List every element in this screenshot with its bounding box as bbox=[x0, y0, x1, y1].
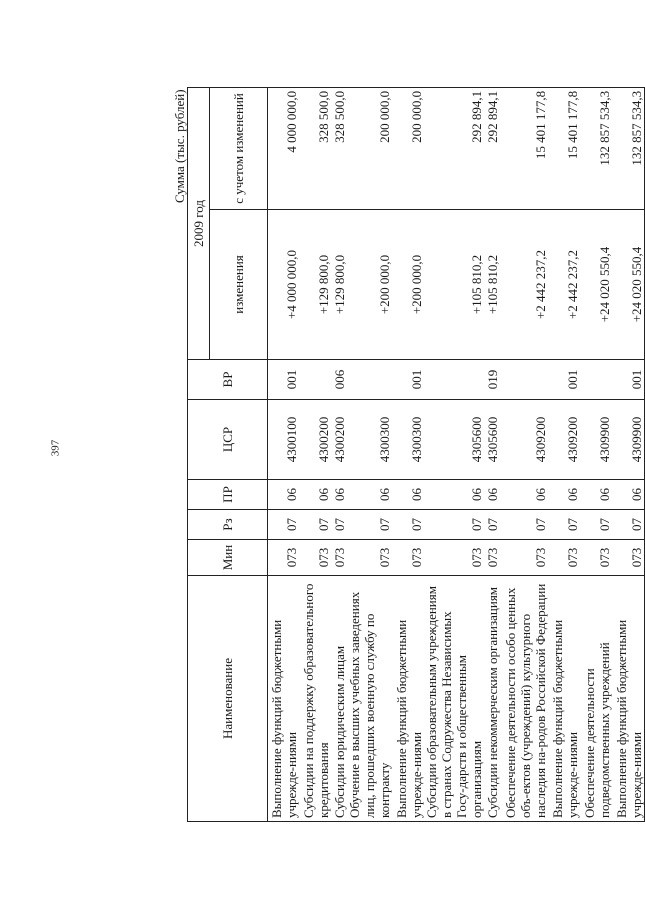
cell-rz: 07 bbox=[484, 510, 500, 540]
cell-csr: 4300300 bbox=[392, 400, 424, 480]
cell-vr: 001 bbox=[392, 360, 424, 400]
cell-pr: 06 bbox=[580, 480, 612, 510]
cell-name: Субсидии юридическим лицам bbox=[331, 576, 347, 822]
table-row bbox=[267, 87, 299, 821]
cell-min: 073 bbox=[484, 540, 500, 576]
cell-name: Субсидии некоммерческим организациям bbox=[484, 576, 500, 822]
cell-pr: 06 bbox=[331, 480, 347, 510]
cell-pr: 06 bbox=[424, 480, 484, 510]
cell-min: 073 bbox=[548, 540, 580, 576]
cell-name: Выполнение функций бюджетными учрежде-ниями bbox=[548, 576, 580, 822]
cell-name: Выполнение функций бюджетными учрежде-ниями bbox=[267, 576, 299, 822]
table-row bbox=[580, 87, 612, 821]
table-row bbox=[612, 87, 644, 821]
cell-name: Выполнение функций бюджетными учрежде-ниями bbox=[612, 576, 644, 822]
cell-rz: 07 bbox=[331, 510, 347, 540]
cell-csr: 4300100 bbox=[267, 400, 299, 480]
cell-changes: +105 810,2 bbox=[424, 210, 484, 360]
cell-name: Субсидии на поддержку образовательного кредитования bbox=[299, 576, 331, 822]
cell-total: 200 000,0 bbox=[392, 87, 424, 209]
cell-name: Обучение в высших учебных заведениях лиц, прошедших военную службу по контракту bbox=[347, 576, 392, 822]
cell-total: 132 857 534,3 bbox=[612, 87, 644, 209]
cell-changes: +129 800,0 bbox=[299, 210, 331, 360]
cell-pr: 06 bbox=[612, 480, 644, 510]
page-number: 397 bbox=[49, 439, 62, 457]
table-row bbox=[548, 87, 580, 821]
cell-vr: 019 bbox=[484, 360, 500, 400]
cell-csr: 4300300 bbox=[347, 400, 392, 480]
cell-vr bbox=[299, 360, 331, 400]
cell-rz: 07 bbox=[424, 510, 484, 540]
cell-total: 200 000,0 bbox=[347, 87, 392, 209]
cell-changes: +105 810,2 bbox=[484, 210, 500, 360]
cell-vr: 001 bbox=[548, 360, 580, 400]
header-with-changes: с учетом изменений bbox=[209, 87, 267, 209]
cell-pr: 06 bbox=[484, 480, 500, 510]
header-vr: ВР bbox=[187, 360, 267, 400]
cell-pr: 06 bbox=[299, 480, 331, 510]
cell-total: 4 000 000,0 bbox=[267, 87, 299, 209]
table-row bbox=[484, 87, 500, 821]
cell-rz: 07 bbox=[500, 510, 548, 540]
cell-rz: 07 bbox=[580, 510, 612, 540]
cell-min: 073 bbox=[424, 540, 484, 576]
cell-pr: 06 bbox=[548, 480, 580, 510]
cell-vr bbox=[580, 360, 612, 400]
cell-csr: 4309200 bbox=[500, 400, 548, 480]
header-changes: изменения bbox=[209, 210, 267, 360]
cell-pr: 06 bbox=[347, 480, 392, 510]
cell-vr: 001 bbox=[267, 360, 299, 400]
cell-pr: 06 bbox=[392, 480, 424, 510]
cell-total: 328 500,0 bbox=[331, 87, 347, 209]
table-row bbox=[424, 87, 484, 821]
cell-min: 073 bbox=[580, 540, 612, 576]
cell-vr bbox=[424, 360, 484, 400]
cell-total: 15 401 177,8 bbox=[548, 87, 580, 209]
cell-name: Обеспечение деятельности подведомственных учреждений bbox=[580, 576, 612, 822]
cell-total: 328 500,0 bbox=[299, 87, 331, 209]
header-pr: ПР bbox=[187, 480, 267, 510]
header-name: Наименование bbox=[187, 576, 267, 822]
units-caption: Сумма (тыс. рублей) bbox=[171, 89, 187, 203]
table-row bbox=[299, 87, 331, 821]
cell-rz: 07 bbox=[299, 510, 331, 540]
cell-csr: 4309900 bbox=[580, 400, 612, 480]
table-row bbox=[500, 87, 548, 821]
table-row bbox=[331, 87, 347, 821]
cell-changes: +24 020 550,4 bbox=[612, 210, 644, 360]
cell-changes: +2 442 237,2 bbox=[500, 210, 548, 360]
header-csr: ЦСР bbox=[187, 400, 267, 480]
cell-changes: +200 000,0 bbox=[392, 210, 424, 360]
cell-pr: 06 bbox=[500, 480, 548, 510]
cell-vr bbox=[500, 360, 548, 400]
cell-min: 073 bbox=[331, 540, 347, 576]
cell-name: Субсидии образовательным учреждениям в странах Содружества Независимых Госу-дарств и общественным организациям bbox=[424, 576, 484, 822]
cell-min: 073 bbox=[347, 540, 392, 576]
header-rz: Рз bbox=[187, 510, 267, 540]
cell-min: 073 bbox=[500, 540, 548, 576]
cell-rz: 07 bbox=[267, 510, 299, 540]
cell-min: 073 bbox=[612, 540, 644, 576]
cell-name: Выполнение функций бюджетными учрежде-ниями bbox=[392, 576, 424, 822]
table-row bbox=[392, 87, 424, 821]
cell-changes: +2 442 237,2 bbox=[548, 210, 580, 360]
cell-csr: 4305600 bbox=[484, 400, 500, 480]
cell-changes: +200 000,0 bbox=[347, 210, 392, 360]
budget-table bbox=[169, 87, 645, 822]
cell-csr: 4309900 bbox=[612, 400, 644, 480]
table-row bbox=[347, 87, 392, 821]
cell-csr: 4305600 bbox=[424, 400, 484, 480]
cell-name: Обеспечение деятельности особо ценных объ-ектов (учреждений) культурного наследия на-родов Российской Федерации bbox=[500, 576, 548, 822]
cell-changes: +129 800,0 bbox=[331, 210, 347, 360]
cell-min: 073 bbox=[299, 540, 331, 576]
cell-csr: 4309200 bbox=[548, 400, 580, 480]
cell-changes: +24 020 550,4 bbox=[580, 210, 612, 360]
cell-rz: 07 bbox=[347, 510, 392, 540]
cell-csr: 4300200 bbox=[299, 400, 331, 480]
cell-rz: 07 bbox=[612, 510, 644, 540]
cell-total: 132 857 534,3 bbox=[580, 87, 612, 209]
cell-total: 292 894,1 bbox=[424, 87, 484, 209]
cell-rz: 07 bbox=[392, 510, 424, 540]
cell-min: 073 bbox=[267, 540, 299, 576]
cell-pr: 06 bbox=[267, 480, 299, 510]
cell-vr bbox=[347, 360, 392, 400]
cell-min: 073 bbox=[392, 540, 424, 576]
cell-csr: 4300200 bbox=[331, 400, 347, 480]
cell-rz: 07 bbox=[548, 510, 580, 540]
header-min: Мин bbox=[187, 540, 267, 576]
cell-total: 292 894,1 bbox=[484, 87, 500, 209]
cell-vr: 001 bbox=[612, 360, 644, 400]
cell-total: 15 401 177,8 bbox=[500, 87, 548, 209]
cell-vr: 006 bbox=[331, 360, 347, 400]
header-year: 2009 год bbox=[187, 87, 209, 359]
cell-changes: +4 000 000,0 bbox=[267, 210, 299, 360]
